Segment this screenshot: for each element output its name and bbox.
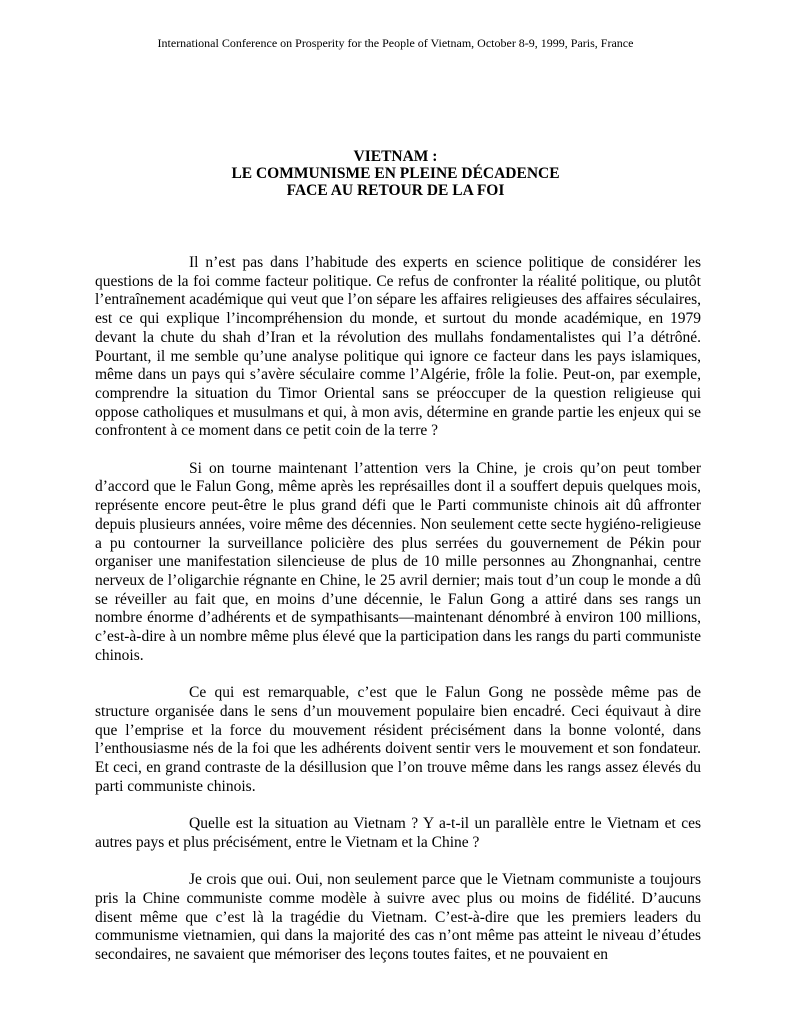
paragraph-5: Je crois que oui. Oui, non seulement parce que le Vietnam communiste a toujours pris la Chine communiste comme modèle à suivre avec plus ou moins de fidélité. D’aucuns disent même que c’est là la tragédie du Vietnam. C’est-à-dire que les premiers leaders du communisme vietnamien, qui dans la majorité des cas n’ont même pas atteint le niveau d’études secondaires, ne savaient que mémoriser des leçons toutes faites, et ne pouvaient en [95,871,701,963]
paragraph-4: Quelle est la situation au Vietnam ? Y a-t-il un parallèle entre le Vietnam et ces autres pays et plus précisément, entre le Vietnam et la Chine ? [95,815,701,851]
document-body [95,254,701,965]
paragraph-1: Il n’est pas dans l’habitude des experts en science politique de considérer les questions de la foi comme facteur politique. Ce refus de confronter la réalité politique, ou plutôt l’entraînement académique qui veut que l’on sépare les affaires religieuses des affaires séculaires, est ce qui explique l’incompréhension du monde, et surtout du monde académique, en 1979 devant la chute du shah d’Iran et la révolution des mullahs fondamentalistes qui l’a détrôné. Pourtant, il me semble qu’une analyse politique qui ignore ce facteur dans les pays islamiques, même dans un pays qui s’avère séculaire comme l’Algérie, frôle la folie. Peut-on, par exemple, comprendre la situation du Timor Oriental sans se préoccuper de la question religieuse qui oppose catholiques et musulmans et qui, à mon avis, détermine en grande partie les enjeux qui se confrontent à ce moment dans ce petit coin de la terre ? [95,254,701,440]
paragraph-2: Si on tourne maintenant l’attention vers la Chine, je crois qu’on peut tomber d’accord que le Falun Gong, même après les représailles dont il a souffert depuis quelques mois, représente encore peut-être le plus grand défi que le Parti communiste chinois ait dû affronter depuis plusieurs années, voire même des décennies. Non seulement cette secte hygiéno-religieuse a pu contourner la surveillance policière des plus serrées du gouvernement de Pékin pour organiser une manifestation silencieuse de plus de 10 mille personnes au Zhongnanhai, centre nerveux de l’oligarchie régnante en Chine, le 25 avril dernier; mais tout d’un coup le monde a dû se réveiller au fait que, en moins d’une décennie, le Falun Gong a attiré dans ses rangs un nombre énorme d’adhérents et de sympathisants—maintenant dénombré à environ 100 millions, c’est-à-dire à un nombre même plus élevé que la participation dans les rangs du parti communiste chinois. [95,459,701,664]
conference-header: International Conference on Prosperity for the People of Vietnam, October 8-9, 1999, Paris, France [157,36,634,50]
title-line-1: VIETNAM : [353,148,438,165]
title-line-2: LE COMMUNISME EN PLEINE DÉCADENCE [231,165,560,182]
paragraph-3: Ce qui est remarquable, c’est que le Falun Gong ne possède même pas de structure organisée dans le sens d’un mouvement populaire bien encadré. Ceci équivaut à dire que l’emprise et la force du mouvement résident précisément dans la bonne volonté, dans l’enthousiasme nés de la foi que les adhérents doivent sentir vers le mouvement et son fondateur. Et ceci, en grand contraste de la désillusion que l’on trouve même dans les rangs assez élevés du parti communiste chinois. [95,684,701,795]
title-line-3: FACE AU RETOUR DE LA FOI [286,182,505,199]
document-title [0,148,791,199]
